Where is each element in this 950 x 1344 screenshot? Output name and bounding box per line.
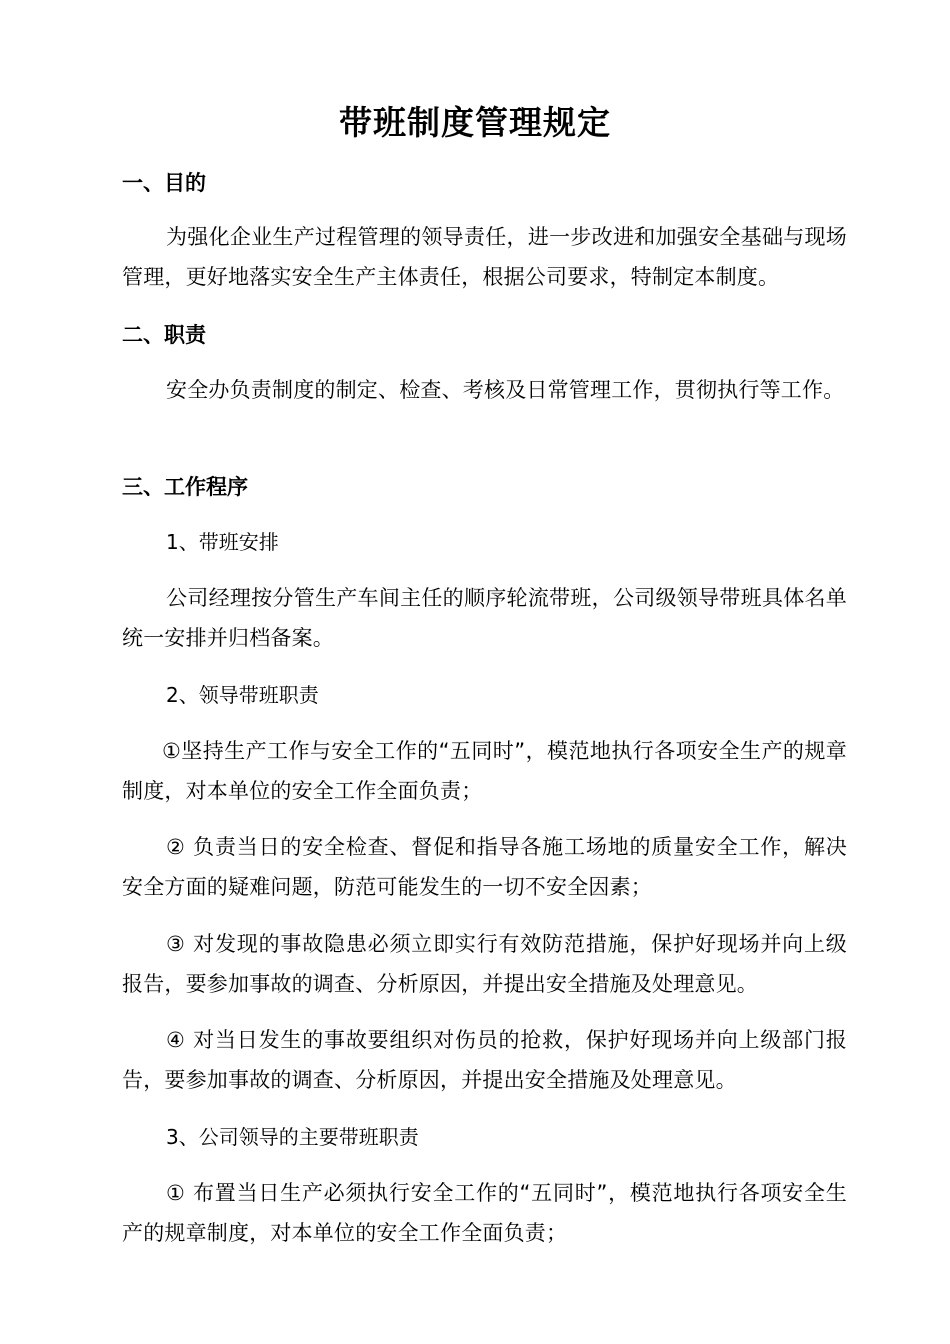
procedure-item2-point-3: ③ 对发现的事故隐患必须立即实行有效防范措施，保护好现场并向上级报告，要参加事故的调查、分析原因，并提出安全措施及处理意见。: [122, 932, 847, 996]
section-heading-duties: 二、职责: [122, 323, 206, 347]
procedure-item2-point-1: ①坚持生产工作与安全工作的“五同时”，模范地执行各项安全生产的规章制度，对本单位的安全工作全面负责；: [122, 739, 847, 803]
document-title: 带班制度管理规定: [339, 103, 611, 142]
procedure-item3-point-1: ① 布置当日生产必须执行安全工作的“五同时”，模范地执行各项安全生产的规章制度，对本单位的安全工作全面负责；: [122, 1181, 847, 1245]
procedure-item1-body: 公司经理按分管生产车间主任的顺序轮流带班，公司级领导带班具体名单统一安排并归档备案。: [122, 586, 847, 650]
section-body-duties: 安全办负责制度的制定、检查、考核及日常管理工作，贯彻执行等工作。: [166, 378, 845, 402]
section-heading-purpose: 一、目的: [122, 171, 206, 195]
procedure-item1-title: 1、带班安排: [166, 530, 279, 554]
procedure-item2-title: 2、领导带班职责: [166, 683, 319, 707]
section-heading-procedure: 三、工作程序: [122, 475, 248, 499]
procedure-item2-point-2: ② 负责当日的安全检查、督促和指导各施工场地的质量安全工作，解决安全方面的疑难问题，防范可能发生的一切不安全因素；: [122, 835, 847, 899]
section-body-purpose: 为强化企业生产过程管理的领导责任，进一步改进和加强安全基础与现场管理，更好地落实安全生产主体责任，根据公司要求，特制定本制度。: [122, 225, 847, 289]
procedure-item3-title: 3、公司领导的主要带班职责: [166, 1125, 419, 1149]
procedure-item2-point-4: ④ 对当日发生的事故要组织对伤员的抢救，保护好现场并向上级部门报告，要参加事故的调查、分析原因，并提出安全措施及处理意见。: [122, 1028, 847, 1092]
